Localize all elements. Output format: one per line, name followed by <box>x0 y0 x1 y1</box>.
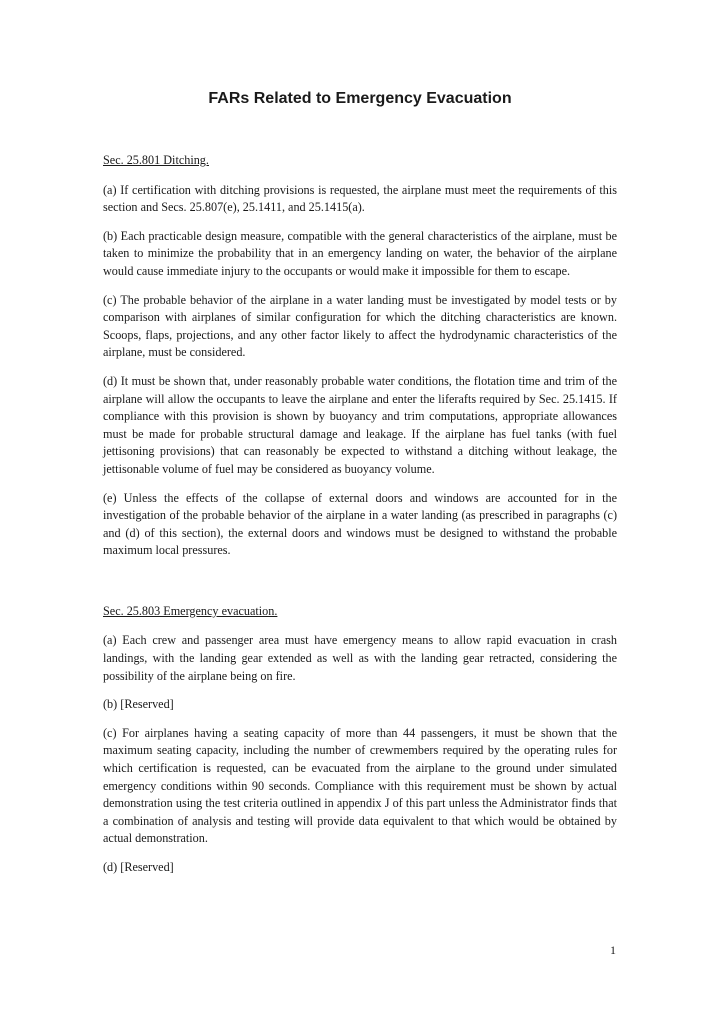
paragraph-c: (c) For airplanes having a seating capacity of more than 44 passengers, it must be shown that the maximum seating capacity, including the number of crewmembers required by the operating rules for which certification is requested, can be evacuated from the airplane to the ground under simulated emergency conditions within 90 seconds. Compliance with this requirement must be shown by actual demonstration using the test criteria outlined in appendix J of this part unless the Administrator finds that a combination of analysis and testing will provide data equivalent to that which would be obtained by actual demonstration. <box>103 725 617 846</box>
paragraph-a: (a) Each crew and passenger area must have emergency means to allow rapid evacuation in crash landings, with the landing gear extended as well as with the landing gear retracted, considering the possibility of the airplane being on fire. <box>103 633 617 683</box>
paragraph-c: (c) The probable behavior of the airplane in a water landing must be investigated by model tests or by comparison with airplanes of similar configuration for which the ditching characteristics are known. Scoops, flaps, projections, and any other factor likely to affect the hydrodynamic characteristics of the airplane, must be considered. <box>103 292 617 360</box>
section-spacer <box>103 571 617 603</box>
section-heading: Sec. 25.803 Emergency evacuation. <box>103 603 278 618</box>
paragraph-b: (b) Each practicable design measure, compatible with the general characteristics of the airplane, must be taken to minimize the probability that in an emergency landing on water, the behavior of the airplane would cause immediate injury to the occupants or would make it impossible for them to escape. <box>103 228 617 278</box>
document-title: FARs Related to Emergency Evacuation <box>208 90 512 107</box>
paragraph-d: (d) It must be shown that, under reasonably probable water conditions, the flotation time and trim of the airplane will allow the occupants to leave the airplane and enter the liferafts required by Sec. 25.1415. If compliance with this provision is shown by buoyancy and trim computations, appropriate allowances must be made for probable structural damage and leakage. If the airplane has fuel tanks (with fuel jettisoning provisions) that can reasonably be expected to withstand a ditching without leakage, the jettisonable volume of fuel may be considered as buoyancy volume. <box>103 373 617 476</box>
document-body <box>103 152 617 888</box>
section-25-803 <box>103 603 617 877</box>
paragraph-e: (e) Unless the effects of the collapse of external doors and windows are accounted for in the investigation of the probable behavior of the airplane in a water landing (as prescribed in paragraphs (c) and (d) of this section), the external doors and windows must be designed to withstand the probable maximum local pressures. <box>103 490 617 558</box>
paragraph-d: (d) [Reserved] <box>103 860 174 874</box>
page-number: 1 <box>610 943 616 957</box>
document-page <box>103 0 617 1019</box>
section-heading: Sec. 25.801 Ditching. <box>103 153 209 167</box>
paragraph-a: (a) If certification with ditching provisions is requested, the airplane must meet the requirements of this section and Secs. 25.807(e), 25.1411, and 25.1415(a). <box>103 182 617 215</box>
paragraph-b: (b) [Reserved] <box>103 697 174 712</box>
section-25-801 <box>103 152 617 560</box>
